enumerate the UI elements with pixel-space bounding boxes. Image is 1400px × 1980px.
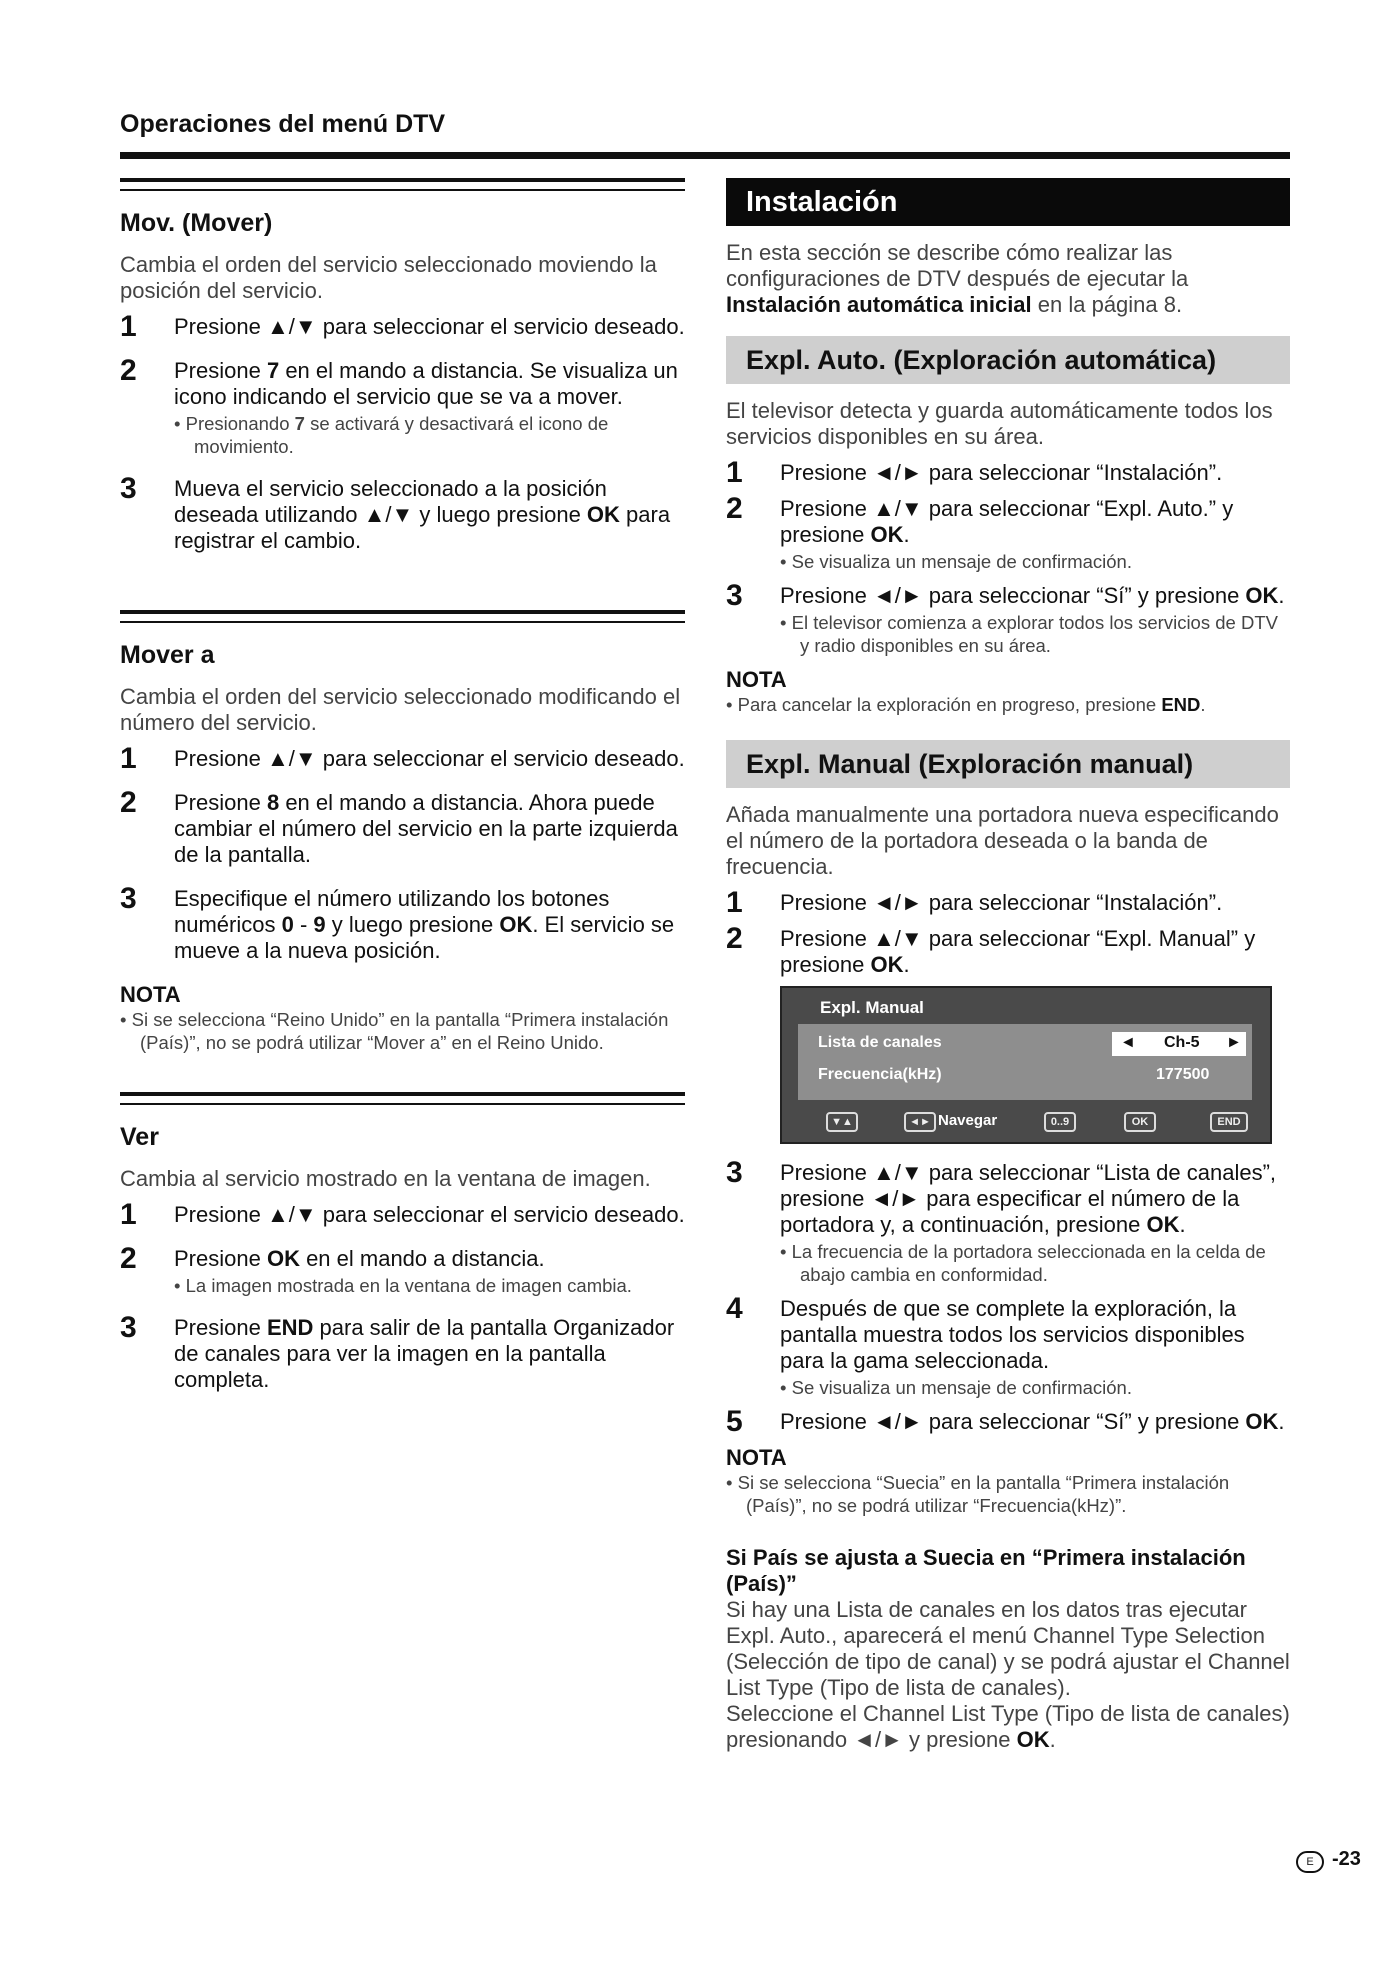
section-rule (120, 1092, 685, 1105)
osd-footer (782, 1106, 1270, 1136)
step (120, 310, 685, 343)
step-number: 1 (726, 456, 743, 489)
step (120, 786, 685, 868)
nota-title: NOTA (120, 982, 181, 1007)
step-number: 1 (120, 310, 137, 343)
section-title-expl-auto: Expl. Auto. (Exploración automática) (726, 336, 1290, 384)
step-text: Presione ▲/▼ para seleccionar “Expl. Manual” y presione OK. (780, 926, 1256, 977)
step-number: 4 (726, 1292, 743, 1325)
end-key-icon: END (1210, 1112, 1248, 1132)
step (120, 1311, 685, 1393)
step-text: Presione ▲/▼ para seleccionar “Lista de canales”, presione ◄/► para especificar el número de la portadora y, a continuación, presione OK. (780, 1160, 1277, 1237)
osd-title: Expl. Manual (820, 998, 924, 1017)
nota-title: NOTA (726, 1445, 787, 1470)
osd-label-lista: Lista de canales (818, 1034, 942, 1051)
step (726, 1156, 1290, 1286)
step (726, 579, 1290, 657)
section-rule (120, 178, 685, 191)
step-note: • El televisor comienza a explorar todos los servicios de DTV y radio disponibles en su área. (780, 612, 1278, 656)
osd-channel-selector[interactable] (1112, 1032, 1246, 1056)
section-intro: Añada manualmente una portadora nueva especificando el número de la portadora deseada o la banda de frecuencia. (726, 802, 1279, 879)
step-number: 3 (120, 882, 137, 915)
nota-text: • Si se selecciona “Reino Unido” en la pantalla “Primera instalación (País)”, no se podrá utilizar “Mover a” en el Reino Unido. (120, 1009, 669, 1053)
page-header: Operaciones del menú DTV (120, 110, 446, 138)
section-title-expl-manual: Expl. Manual (Exploración manual) (726, 740, 1290, 788)
section-title-instalacion: Instalación (726, 178, 1290, 226)
step-text: Presione ▲/▼ para seleccionar el servicio deseado. (174, 1202, 685, 1227)
step-text: Presione ▲/▼ para seleccionar el servicio deseado. (174, 746, 685, 771)
nota-text: • Si se selecciona “Suecia” en la pantalla “Primera instalación (País)”, no se podrá utilizar “Frecuencia(kHz)”. (726, 1472, 1230, 1516)
step-text: Presione ◄/► para seleccionar “Sí” y presione OK. (780, 1409, 1285, 1434)
step-text: Presione ▲/▼ para seleccionar “Expl. Auto.” y presione OK. (780, 496, 1234, 547)
step (726, 886, 1290, 919)
step-number: 5 (726, 1405, 743, 1438)
osd-rows (798, 1024, 1252, 1100)
subsection-title-suecia: Si País se ajusta a Suecia en “Primera instalación (País)” (726, 1545, 1246, 1596)
step-text: Especifique el número utilizando los botones numéricos 0 - 9 y luego presione OK. El servicio se mueve a la nueva posición. (174, 886, 675, 963)
step-text: Presione 7 en el mando a distancia. Se visualiza un icono indicando el servicio que se va a mover. (174, 358, 678, 409)
step-number: 3 (120, 472, 137, 505)
step-number: 2 (120, 354, 137, 387)
leftright-key-icon: ◄► (904, 1112, 936, 1132)
header-rule (120, 152, 1290, 159)
section-title-mov: Mov. (Mover) (120, 209, 273, 237)
osd-frequency-value: 177500 (1156, 1066, 1210, 1083)
step-text: Presione ◄/► para seleccionar “Instalación”. (780, 890, 1223, 915)
step (120, 882, 685, 964)
step-text: Mueva el servicio seleccionado a la posición deseada utilizando ▲/▼ y luego presione OK para registrar el cambio. (174, 476, 671, 553)
step (726, 492, 1290, 573)
step-text: Presione ▲/▼ para seleccionar el servicio deseado. (174, 314, 685, 339)
nota-title: NOTA (726, 667, 787, 692)
arrow-right-icon: ► (1226, 1034, 1242, 1051)
language-badge-icon: E (1296, 1851, 1324, 1873)
step-note: • Se visualiza un mensaje de confirmación. (780, 1377, 1132, 1398)
step (120, 472, 685, 554)
arrow-left-icon: ◄ (1120, 1034, 1136, 1051)
section-title-ver: Ver (120, 1123, 159, 1151)
right-column (726, 178, 1290, 1753)
step (726, 1405, 1290, 1438)
step-number: 3 (120, 1311, 137, 1344)
step (726, 1292, 1290, 1399)
section-intro: Cambia el orden del servicio seleccionado modificando el número del servicio. (120, 684, 681, 735)
step-note: • La imagen mostrada en la ventana de imagen cambia. (174, 1275, 632, 1296)
step (120, 1198, 685, 1231)
osd-expl-manual-screen (780, 986, 1272, 1144)
step-note: • La frecuencia de la portadora seleccionada en la celda de abajo cambia en conformidad. (780, 1241, 1266, 1285)
ok-key-icon: OK (1124, 1112, 1156, 1132)
step-number: 2 (120, 1242, 137, 1275)
left-column (120, 178, 685, 1411)
step-text: Presione END para salir de la pantalla Organizador de canales para ver la imagen en la pantalla completa. (174, 1315, 675, 1392)
section-intro: El televisor detecta y guarda automáticamente todos los servicios disponibles en su área. (726, 398, 1273, 449)
step-number: 3 (726, 1156, 743, 1189)
section-intro: Cambia el orden del servicio seleccionado moviendo la posición del servicio. (120, 252, 657, 303)
updown-key-icon: ▼▲ (826, 1112, 858, 1132)
section-title-mover: Mover a (120, 641, 215, 669)
step-number: 2 (120, 786, 137, 819)
step-number: 2 (726, 492, 743, 525)
step-text: Presione 8 en el mando a distancia. Ahora puede cambiar el número del servicio en la parte izquierda de la pantalla. (174, 790, 678, 867)
step-text: Después de que se complete la exploración, la pantalla muestra todos los servicios disponibles para la gama seleccionada. (780, 1296, 1245, 1373)
step (120, 742, 685, 775)
page-number: -23 (1332, 1848, 1361, 1870)
osd-label-frecuencia: Frecuencia(kHz) (818, 1066, 942, 1083)
osd-nav-label: Navegar (938, 1112, 998, 1129)
nota-text: • Para cancelar la exploración en progreso, presione END. (726, 694, 1206, 715)
step-number: 2 (726, 922, 743, 955)
step-number: 1 (120, 742, 137, 775)
step-text: Presione ◄/► para seleccionar “Instalación”. (780, 460, 1223, 485)
step-number: 3 (726, 579, 743, 612)
section-intro: Cambia al servicio mostrado en la ventana de imagen. (120, 1166, 651, 1191)
step (726, 456, 1290, 489)
osd-channel-value: Ch-5 (1164, 1034, 1200, 1051)
paragraph: Si hay una Lista de canales en los datos tras ejecutar Expl. Auto., aparecerá el menú Channel Type Selection (Selección de tipo de canal) y se podrá ajustar el Channel List Type (Tipo de lista de canales). (726, 1597, 1290, 1700)
step-text: Presione OK en el mando a distancia. (174, 1246, 545, 1271)
section-rule (120, 610, 685, 623)
step-number: 1 (726, 886, 743, 919)
step-note: • Se visualiza un mensaje de confirmación. (780, 551, 1132, 572)
step-number: 1 (120, 1198, 137, 1231)
step-note: • Presionando 7 se activará y desactivará el icono de movimiento. (174, 413, 609, 457)
step-text: Presione ◄/► para seleccionar “Sí” y presione OK. (780, 583, 1285, 608)
numeric-key-icon: 0..9 (1044, 1112, 1076, 1132)
paragraph: Seleccione el Channel List Type (Tipo de lista de canales) presionando ◄/► y presione OK. (726, 1701, 1290, 1752)
step (726, 922, 1290, 978)
step (120, 354, 685, 458)
section-intro: En esta sección se describe cómo realizar las configuraciones de DTV después de ejecutar la Instalación automática inicial en la página 8. (726, 240, 1189, 317)
step (120, 1242, 685, 1297)
